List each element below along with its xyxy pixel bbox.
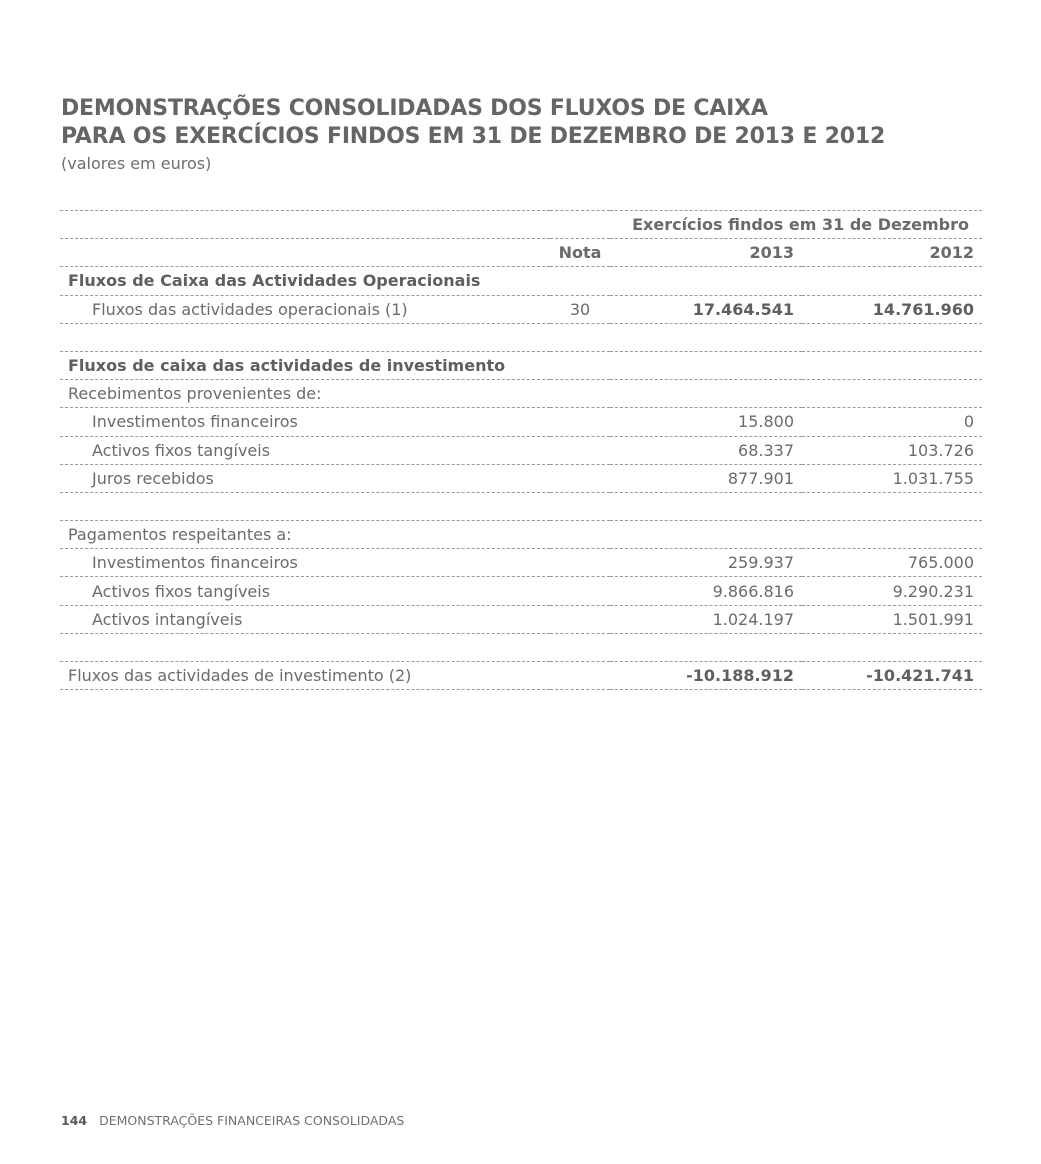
group-header: Exercícios findos em 31 de Dezembro: [610, 211, 982, 239]
page-subtitle: (valores em euros): [61, 154, 212, 173]
table-row: [60, 549, 982, 577]
table-column-header-row: [60, 239, 982, 267]
table-group-header-row: [60, 211, 982, 239]
page-header: [61, 95, 991, 175]
empty-cell: [550, 577, 610, 605]
row-label: Activos intangíveis: [60, 605, 550, 633]
receipts-heading: Recebimentos provenientes de:: [60, 380, 982, 408]
row-label: Investimentos financeiros: [60, 549, 550, 577]
total-label: Fluxos das actividades de investimento (2): [60, 662, 550, 690]
payments-heading: Pagamentos respeitantes a:: [60, 521, 982, 549]
footer-section-title: DEMONSTRAÇÕES FINANCEIRAS CONSOLIDADAS: [99, 1113, 405, 1128]
cash-flow-table: [60, 210, 982, 690]
column-header-2012: 2012: [802, 239, 982, 267]
operating-heading: Fluxos de Caixa das Actividades Operacionais: [60, 267, 982, 295]
spacer-row: [60, 633, 982, 661]
table-row: [60, 464, 982, 492]
page-title-line-1: DEMONSTRAÇÕES CONSOLIDADAS DOS FLUXOS DE CAIXA: [61, 96, 768, 121]
row-label: Fluxos das actividades operacionais (1): [60, 295, 550, 323]
total-value-2013: -10.188.912: [610, 662, 802, 690]
table-row: [60, 408, 982, 436]
subsection-heading-row: [60, 521, 982, 549]
page-number: 144: [61, 1113, 88, 1128]
row-value-2013: 9.866.816: [610, 577, 802, 605]
table-row: [60, 605, 982, 633]
section-heading-row: [60, 267, 982, 295]
empty-cell: [550, 211, 610, 239]
row-label: Activos fixos tangíveis: [60, 577, 550, 605]
column-header-nota: Nota: [550, 239, 610, 267]
spacer-cell: [60, 492, 982, 520]
empty-cell: [60, 211, 550, 239]
row-value-2013: 259.937: [610, 549, 802, 577]
subsection-heading-row: [60, 380, 982, 408]
row-label: Investimentos financeiros: [60, 408, 550, 436]
empty-cell: [550, 605, 610, 633]
page-title-line-2: PARA OS EXERCÍCIOS FINDOS EM 31 DE DEZEMBRO DE 2013 E 2012: [61, 124, 886, 149]
empty-cell: [550, 662, 610, 690]
spacer-cell: [60, 323, 982, 351]
total-value-2012: -10.421.741: [802, 662, 982, 690]
row-value-2012: 103.726: [802, 436, 982, 464]
row-value-2012: 765.000: [802, 549, 982, 577]
table-row: [60, 577, 982, 605]
empty-cell: [550, 436, 610, 464]
row-value-2012: 14.761.960: [802, 295, 982, 323]
spacer-row: [60, 492, 982, 520]
page-footer: [61, 1113, 404, 1128]
row-value-2012: 9.290.231: [802, 577, 982, 605]
empty-cell: [550, 464, 610, 492]
row-value-2012: 1.501.991: [802, 605, 982, 633]
table-row: [60, 436, 982, 464]
empty-cell: [550, 408, 610, 436]
total-row: [60, 662, 982, 690]
row-nota: 30: [550, 295, 610, 323]
row-value-2013: 68.337: [610, 436, 802, 464]
table-row: [60, 295, 982, 323]
row-label: Activos fixos tangíveis: [60, 436, 550, 464]
row-value-2013: 877.901: [610, 464, 802, 492]
section-heading-row: [60, 351, 982, 379]
row-value-2012: 0: [802, 408, 982, 436]
row-value-2012: 1.031.755: [802, 464, 982, 492]
column-header-2013: 2013: [610, 239, 802, 267]
spacer-row: [60, 323, 982, 351]
row-value-2013: 1.024.197: [610, 605, 802, 633]
investing-heading: Fluxos de caixa das actividades de investimento: [60, 351, 982, 379]
row-value-2013: 17.464.541: [610, 295, 802, 323]
spacer-cell: [60, 633, 982, 661]
row-value-2013: 15.800: [610, 408, 802, 436]
empty-cell: [60, 239, 550, 267]
row-label: Juros recebidos: [60, 464, 550, 492]
empty-cell: [550, 549, 610, 577]
